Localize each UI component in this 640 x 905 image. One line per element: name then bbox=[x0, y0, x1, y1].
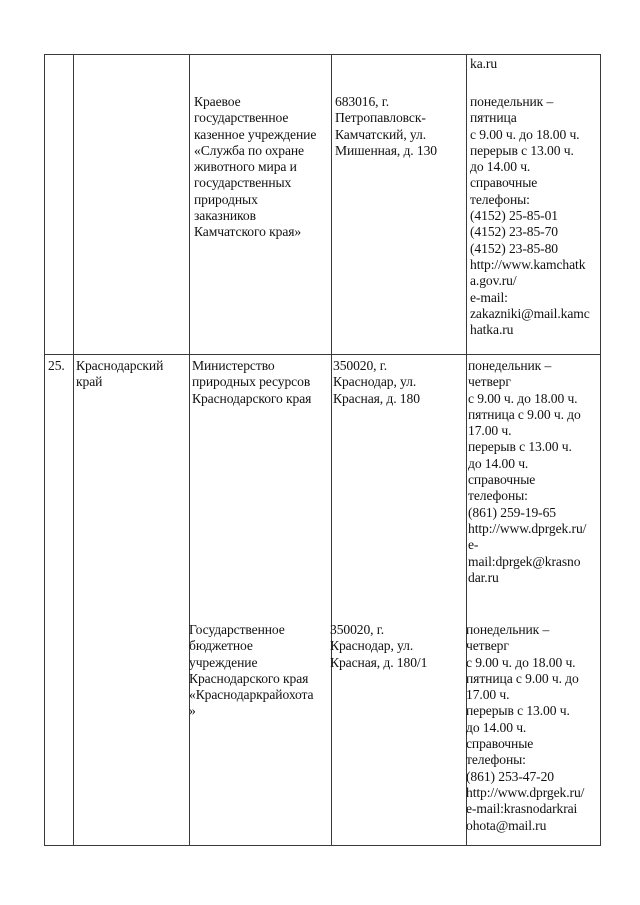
column-divider-2 bbox=[189, 54, 190, 846]
schedule-contacts: ka.ru bbox=[470, 56, 498, 71]
organization-name: Министерство природных ресурсов Краснодарского края bbox=[192, 358, 312, 406]
organization-address: 350020, г. Краснодар, ул. Красная, д. 180/1 bbox=[330, 622, 428, 670]
table-border-left bbox=[44, 54, 45, 846]
organization-address: 350020, г. Краснодар, ул. Красная, д. 180 bbox=[333, 358, 420, 406]
row-number: 25. bbox=[48, 358, 65, 373]
row-divider bbox=[44, 354, 601, 355]
organization-name: Государственное бюджетное учреждение Краснодарского края «Краснодаркрайохота » bbox=[189, 622, 314, 719]
schedule-contacts: понедельник – четверг с 9.00 ч. до 18.00 ч. пятница с 9.00 ч. до 17.00 ч. перерыв с 13.00 ч. до 14.00 ч. справочные телефоны: (861) 253-47-20 http://www.dprgek.ru/ e-mail:krasnodarkrai ohota@mail.ru bbox=[466, 622, 585, 833]
schedule-contacts: понедельник – пятница с 9.00 ч. до 18.00 ч. перерыв с 13.00 ч. до 14.00 ч. справочные телефоны: (4152) 25-85-01 (4152) 23-85-70 (4152) 23-85-80 http://www.kamchatk a.gov.ru/ e-mail: zakazniki@mail.kamc hatka.ru bbox=[470, 94, 590, 338]
region-name: Краснодарский край bbox=[76, 358, 164, 390]
organization-name: Краевое государственное казенное учреждение «Служба по охране животного мира и государственных природных заказников Камчатского края» bbox=[194, 94, 317, 240]
schedule-contacts: понедельник – четверг с 9.00 ч. до 18.00 ч. пятница с 9.00 ч. до 17.00 ч. перерыв с 13.00 ч. до 14.00 ч. справочные телефоны: (861) 259-19-65 http://www.dprgek.ru/ e- mail:dprgek@krasno dar.ru bbox=[468, 358, 587, 585]
table-border-bottom bbox=[44, 845, 601, 846]
table-border-top bbox=[44, 54, 601, 55]
column-divider-1 bbox=[73, 54, 74, 846]
organization-address: 683016, г. Петропавловск- Камчатский, ул. Мишенная, д. 130 bbox=[335, 94, 437, 158]
